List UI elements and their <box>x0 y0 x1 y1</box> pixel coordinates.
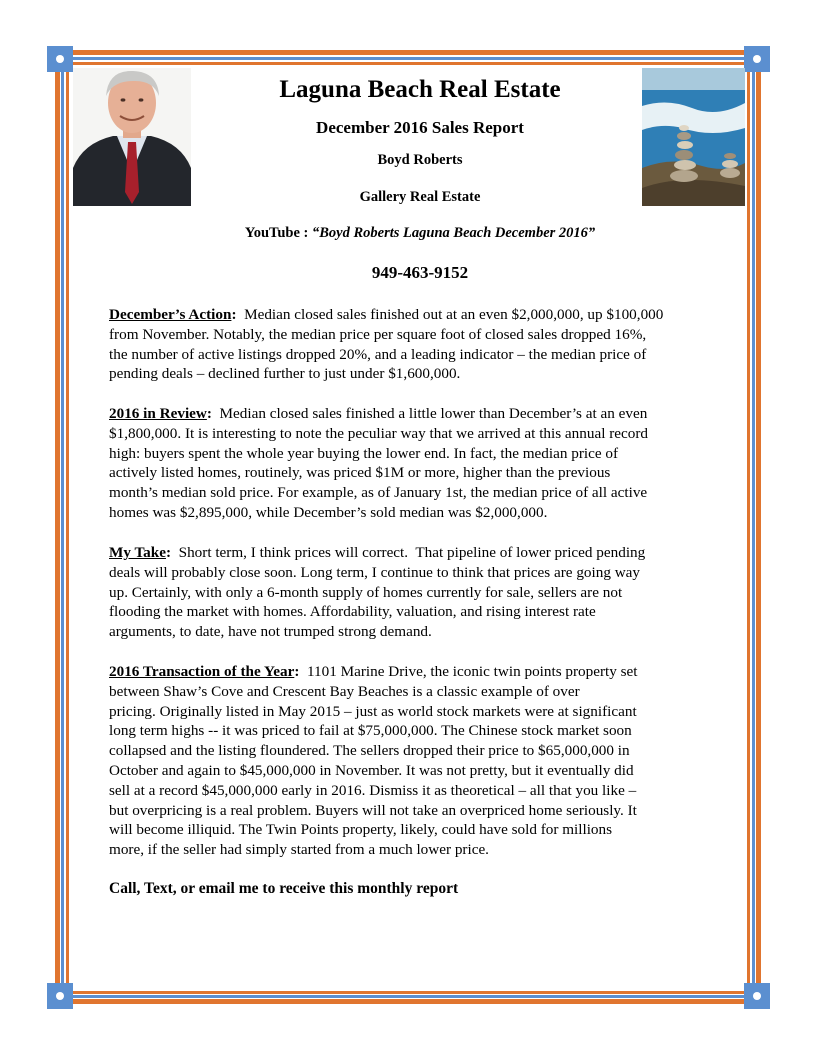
corner-ornament <box>744 983 770 1009</box>
section-2016-in-review <box>109 404 739 523</box>
corner-ornament <box>744 46 770 72</box>
agent-name: Boyd Roberts <box>377 152 463 168</box>
report-subtitle: December 2016 Sales Report <box>316 118 524 137</box>
section-line: up. Certainly, with only a 6-month supply of homes currently for sale, sellers are not <box>109 583 623 601</box>
beach-rock-stack-image <box>642 68 745 206</box>
corner-ornament <box>47 46 73 72</box>
section-line: pricing. Originally listed in May 2015 – just as world stock markets were at significant <box>109 702 637 720</box>
section-line: 2016 in Review: Median closed sales finished a little lower than December’s at an even <box>109 405 648 422</box>
section-transaction-of-the-year <box>109 662 739 860</box>
section-line: but overpricing is a real problem. Buyers will not take an overpriced home seriously. It <box>109 801 637 819</box>
section-line: will become illiquid. The Twin Points property, likely, could have sold for millions <box>109 821 613 839</box>
section-line: collapsed and the listing floundered. The sellers dropped their price to $65,000,000 in <box>109 742 630 760</box>
section-line: $1,800,000. It is interesting to note the peculiar way that we arrived at this annual record <box>109 424 648 442</box>
section-heading: 2016 Transaction of the Year <box>109 663 295 680</box>
youtube-label: YouTube : <box>244 225 313 241</box>
section-line: homes was $2,895,000, while December’s sold median was $2,000,000. <box>109 503 548 521</box>
section-heading: My Take <box>109 544 166 561</box>
section-line: My Take: Short term, I think prices will correct. That pipeline of lower priced pending <box>109 544 646 561</box>
section-heading: December’s Action <box>109 306 232 323</box>
closing-call-to-action: Call, Text, or email me to receive this monthly report <box>109 880 459 897</box>
phone-number: 949-463-9152 <box>371 263 469 282</box>
section-line: flooding the market with homes. Affordability, valuation, and rising interest rate <box>109 603 596 621</box>
youtube-reference <box>110 225 730 242</box>
section-heading: 2016 in Review <box>109 405 207 422</box>
section-line: more, if the seller had simply started from a much lower price. <box>109 841 489 859</box>
youtube-query: “Boyd Roberts Laguna Beach December 2016” <box>312 225 596 241</box>
brokerage-name: Gallery Real Estate <box>359 189 481 205</box>
section-line: sell at a record $45,000,000 early in 2016. Dismiss it as theoretical – all that you like – <box>109 781 637 799</box>
section-line: from November. Notably, the median price per square foot of closed sales dropped 16%, <box>109 325 647 343</box>
section-line: arguments, to date, have not trumped strong demand. <box>109 623 432 641</box>
section-line: 2016 Transaction of the Year: 1101 Marine Drive, the iconic twin points property set <box>109 663 638 680</box>
section-line: December’s Action: Median closed sales finished out at an even $2,000,000, up $100,000 <box>109 306 664 323</box>
section-my-take <box>109 543 739 642</box>
section-decembers-action <box>109 305 739 384</box>
section-line: pending deals – declined further to just under $1,600,000. <box>109 365 461 383</box>
section-line: between Shaw’s Cove and Crescent Bay Beaches is a classic example of over <box>109 682 580 700</box>
section-line: deals will probably close soon. Long term, I continue to think that prices are going way <box>109 563 641 581</box>
section-line: high: buyers spent the whole year buying the lower end. In fact, the median price of <box>109 444 619 462</box>
agent-portrait-image <box>73 68 191 206</box>
section-line: the number of active listings dropped 20%, and a leading indicator – the median price of <box>109 345 647 363</box>
section-line: long term highs -- it was priced to fail at $75,000,000. The Chinese stock market soon <box>109 722 632 740</box>
section-line: month’s median sold price. For example, as of January 1st, the median price of all active <box>109 484 648 502</box>
corner-ornament <box>47 983 73 1009</box>
section-line: actively listed homes, routinely, was priced $1M or more, higher than the previous <box>109 464 611 482</box>
report-title: Laguna Beach Real Estate <box>279 76 561 103</box>
section-line: October and again to $45,000,000 in November. It was not pretty, but it eventually did <box>109 761 634 779</box>
